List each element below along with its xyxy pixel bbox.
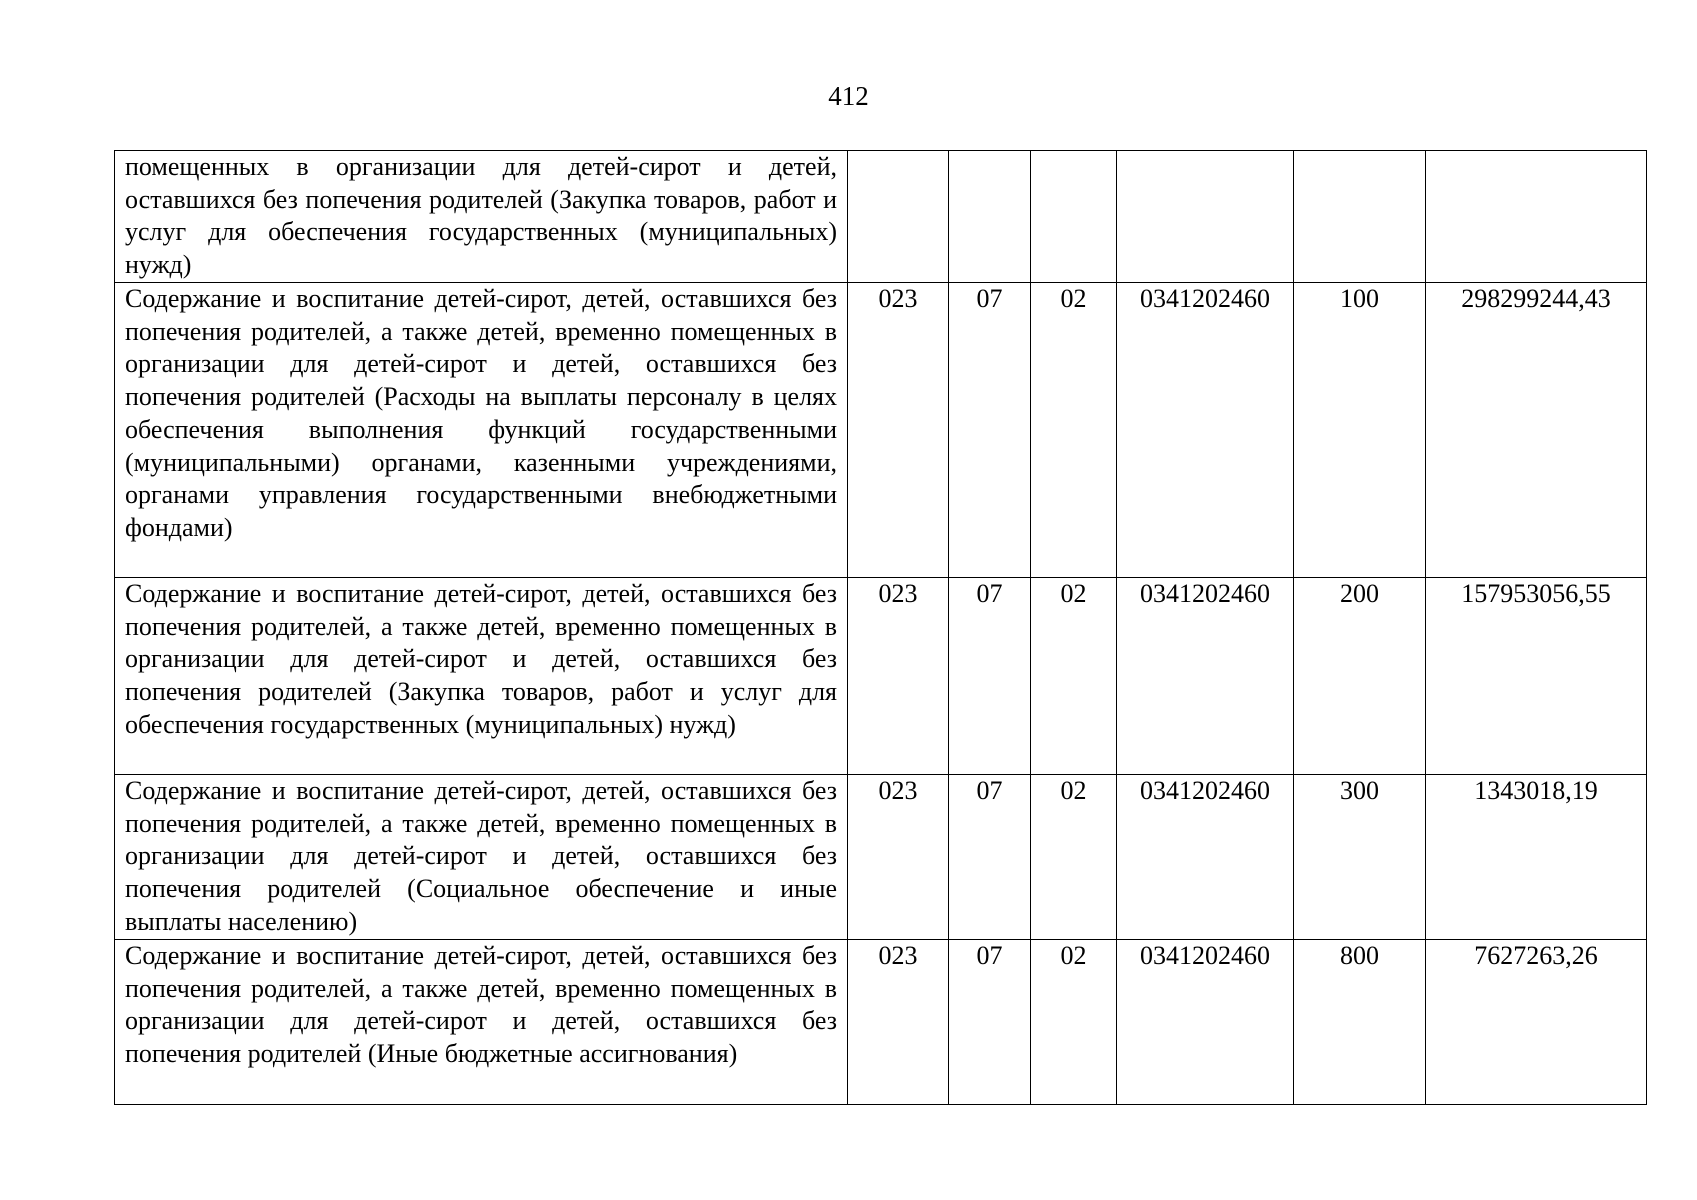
table-row [115,283,1647,578]
section-code: 07 [949,283,1031,578]
expense-type-code: 300 [1294,775,1426,940]
section-code: 07 [949,775,1031,940]
amount: 1343018,19 [1426,775,1647,940]
ministry-code: 023 [848,578,949,775]
amount: 7627263,26 [1426,940,1647,1105]
expense-type-code: 800 [1294,940,1426,1105]
subsection-code: 02 [1031,940,1117,1105]
table-row [115,151,1647,283]
target-article-code: 0341202460 [1117,775,1294,940]
subsection-code: 02 [1031,283,1117,578]
target-article-code [1117,151,1294,283]
amount [1426,151,1647,283]
row-description: помещенных в организации для детей-сирот и детей, оставшихся без попечения родителей (Закупка товаров, работ и услуг для обеспечения государственных (муниципальных) нужд) [115,151,848,283]
expense-type-code: 200 [1294,578,1426,775]
target-article-code: 0341202460 [1117,578,1294,775]
row-description: Содержание и воспитание детей-сирот, детей, оставшихся без попечения родителей, а также детей, временно помещенных в организации для детей-сирот и детей, оставшихся без попечения родителей (Социальное обеспечение и иные выплаты населению) [115,775,848,940]
budget-table [114,150,1647,1105]
page-number: 412 [828,81,869,111]
table-row [115,578,1647,775]
section-code [949,151,1031,283]
row-description: Содержание и воспитание детей-сирот, детей, оставшихся без попечения родителей, а также детей, временно помещенных в организации для детей-сирот и детей, оставшихся без попечения родителей (Закупка товаров, работ и услуг для обеспечения государственных (муниципальных) нужд) [115,578,848,775]
ministry-code [848,151,949,283]
target-article-code: 0341202460 [1117,940,1294,1105]
amount: 157953056,55 [1426,578,1647,775]
ministry-code: 023 [848,940,949,1105]
expense-type-code: 100 [1294,283,1426,578]
table-row [115,940,1647,1105]
subsection-code: 02 [1031,578,1117,775]
ministry-code: 023 [848,775,949,940]
expense-type-code [1294,151,1426,283]
section-code: 07 [949,578,1031,775]
subsection-code: 02 [1031,775,1117,940]
section-code: 07 [949,940,1031,1105]
row-description: Содержание и воспитание детей-сирот, детей, оставшихся без попечения родителей, а также детей, временно помещенных в организации для детей-сирот и детей, оставшихся без попечения родителей (Иные бюджетные ассигнования) [115,940,848,1105]
amount: 298299244,43 [1426,283,1647,578]
subsection-code [1031,151,1117,283]
table-row [115,775,1647,940]
row-description: Содержание и воспитание детей-сирот, детей, оставшихся без попечения родителей, а также детей, временно помещенных в организации для детей-сирот и детей, оставшихся без попечения родителей (Расходы на выплаты персоналу в целях обеспечения выполнения функций государственными (муниципальными) органами, казенными учреждениями, органами управления государственными внебюджетными фондами) [115,283,848,578]
target-article-code: 0341202460 [1117,283,1294,578]
ministry-code: 023 [848,283,949,578]
